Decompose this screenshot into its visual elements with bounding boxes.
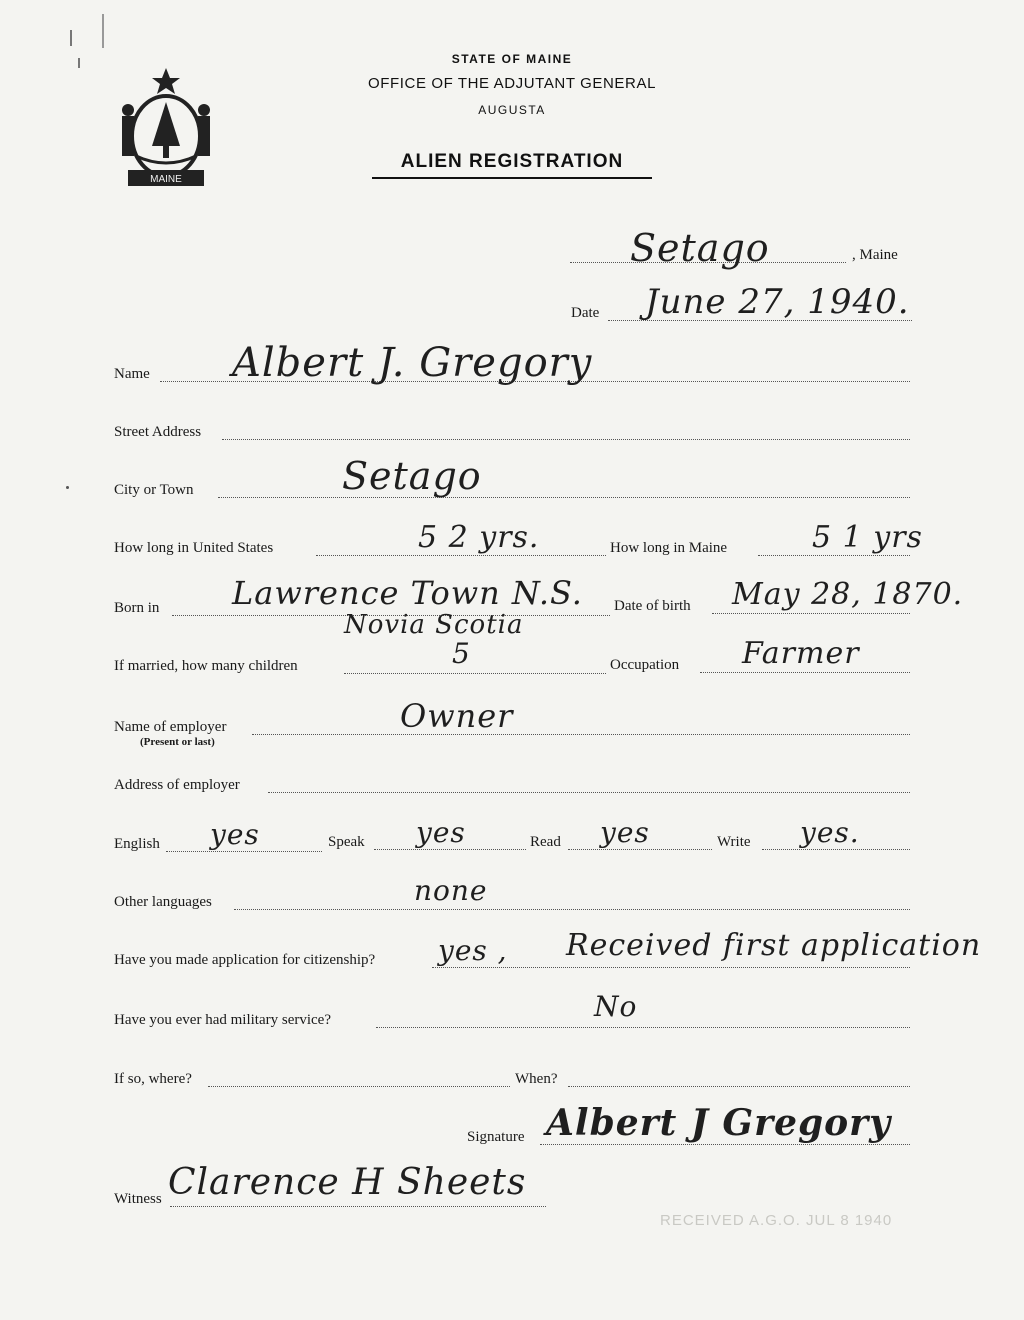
signature-value: Albert J Gregory xyxy=(546,1102,892,1144)
read-label: Read xyxy=(530,834,561,850)
how-long-us-value: 5 2 yrs. xyxy=(418,520,540,555)
occupation-label: Occupation xyxy=(610,657,680,673)
witness-value: Clarence H Sheets xyxy=(168,1162,527,1203)
citizenship-line xyxy=(432,967,910,968)
date-value: June 27, 1940. xyxy=(645,282,910,322)
witness-label: Witness xyxy=(114,1191,162,1207)
write-value: yes. xyxy=(800,816,860,849)
title-underline xyxy=(372,177,652,179)
how-long-us-line xyxy=(316,555,606,556)
dob-line xyxy=(712,613,910,614)
other-languages-label: Other languages xyxy=(114,894,212,910)
speak-label: Speak xyxy=(328,834,365,850)
received-stamp: RECEIVED A.G.O. JUL 8 1940 xyxy=(660,1212,893,1229)
born-in-value-2: Novia Scotia xyxy=(344,610,524,640)
employer-line xyxy=(252,734,910,735)
date-label: Date xyxy=(571,305,600,321)
where-label: If so, where? xyxy=(114,1071,192,1087)
when-label: When? xyxy=(515,1071,558,1087)
occupation-line xyxy=(700,672,910,673)
employer-note: (Present or last) xyxy=(140,736,215,748)
speak-value: yes xyxy=(416,816,466,849)
write-line xyxy=(762,849,910,850)
how-long-maine-line xyxy=(758,555,910,556)
city-line xyxy=(218,497,910,498)
seal-banner-text: MAINE xyxy=(150,174,182,185)
speck xyxy=(70,30,72,46)
born-in-label: Born in xyxy=(114,600,160,616)
born-in-value: Lawrence Town N.S. xyxy=(232,574,583,612)
how-long-us-label: How long in United States xyxy=(114,540,274,556)
maine-label: , Maine xyxy=(852,247,898,263)
occupation-value: Farmer xyxy=(742,636,860,671)
speck xyxy=(102,14,104,48)
citizenship-label: Have you made application for citizenship? xyxy=(114,952,376,968)
married-label: If married, how many children xyxy=(114,658,298,674)
header-city: AUGUSTA xyxy=(478,103,546,117)
how-long-maine-label: How long in Maine xyxy=(610,540,728,556)
street-line xyxy=(222,439,910,440)
city-value: Setago xyxy=(342,454,482,498)
header-office: OFFICE OF THE ADJUTANT GENERAL xyxy=(367,75,657,92)
other-languages-value: none xyxy=(414,874,488,907)
dob-label: Date of birth xyxy=(614,598,691,614)
military-value: No xyxy=(594,990,638,1023)
speak-line xyxy=(374,849,526,850)
citizenship-value: yes , xyxy=(438,934,508,967)
employer-value: Owner xyxy=(400,697,514,735)
city-label: City or Town xyxy=(114,482,194,498)
how-long-maine-value: 5 1 yrs xyxy=(812,520,923,555)
employer-address-label: Address of employer xyxy=(114,777,240,793)
place-value: Setago xyxy=(630,226,770,270)
citizenship-note-value: Received first application xyxy=(566,928,982,963)
name-value: Albert J. Gregory xyxy=(232,340,593,386)
signature-label: Signature xyxy=(467,1129,525,1145)
english-value: yes xyxy=(210,818,260,851)
children-value: 5 xyxy=(452,637,471,670)
write-label: Write xyxy=(717,834,751,850)
employer-label: Name of employer xyxy=(114,719,227,735)
where-line xyxy=(208,1086,510,1087)
name-label: Name xyxy=(114,366,150,382)
military-label: Have you ever had military service? xyxy=(114,1012,331,1028)
witness-line xyxy=(170,1206,546,1207)
military-line xyxy=(376,1027,910,1028)
signature-line xyxy=(540,1144,910,1145)
when-line xyxy=(568,1086,910,1087)
speck xyxy=(66,486,69,489)
other-languages-line xyxy=(234,909,910,910)
speck xyxy=(78,58,80,68)
read-value: yes xyxy=(600,816,650,849)
header-state: STATE OF MAINE xyxy=(451,52,573,66)
dob-value: May 28, 1870. xyxy=(732,577,964,612)
married-line xyxy=(344,673,606,674)
employer-address-line xyxy=(268,792,910,793)
english-line xyxy=(166,851,322,852)
street-label: Street Address xyxy=(114,424,202,440)
read-line xyxy=(568,849,712,850)
form-title: ALIEN REGISTRATION xyxy=(400,151,624,172)
english-label: English xyxy=(114,836,160,852)
